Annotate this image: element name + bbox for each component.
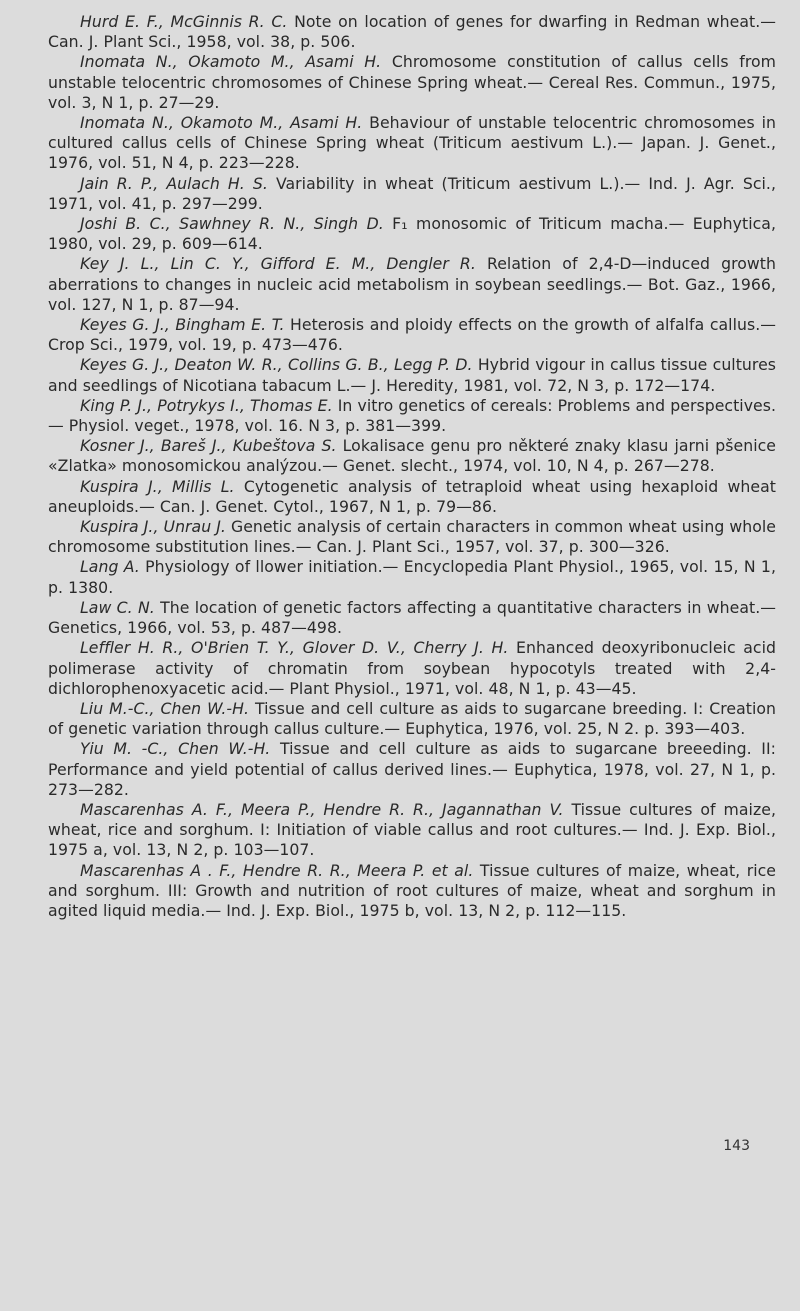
reference-entry xyxy=(48,739,776,800)
reference-authors: Joshi B. C., Sawhney R. N., Singh D. xyxy=(80,214,384,234)
reference-text: Tissue and cell culture as aids to sugarcane breeeding. II: Performance and yield potential of callus derived lines.— Euphytica, 1978, vol. 27, N 1, p. 273—282. xyxy=(48,739,776,799)
reference-authors: Kuspira J., Millis L. xyxy=(80,476,235,496)
reference-authors: Hurd E. F., McGinnis R. C. xyxy=(80,12,288,31)
reference-text: Relation of 2,4-D—induced growth aberrations to changes in nucleic acid metabolism in soybean seedlings.— Bot. Gaz., 1966, vol. 127, N 1, p. 87—94. xyxy=(48,254,777,314)
reference-authors: Mascarenhas A. F., Meera P., Hendre R. R., Jagannathan V. xyxy=(80,799,564,819)
reference-authors: Inomata N., Okamoto M., Asami H. xyxy=(80,113,363,133)
reference-authors: Law C. N. xyxy=(80,597,155,617)
reference-entry xyxy=(48,52,776,113)
reference-text: Genetic analysis of certain characters in common wheat using whole chromosome substitution lines.— Can. J. Plant Sci., 1957, vol. 37, p. 300—326. xyxy=(48,517,777,557)
reference-entry xyxy=(48,800,776,861)
reference-authors: Keyes G. J., Deaton W. R., Collins G. B., Legg P. D. xyxy=(80,355,473,375)
reference-text: Heterosis and ploidy effects on the growth of alfalfa callus.— Crop Sci., 1979, vol. 19, p. 473—476. xyxy=(48,315,776,355)
reference-authors: Keyes G. J., Bingham E. T. xyxy=(80,315,285,335)
reference-text: Cytogenetic analysis of tetraploid wheat using hexaploid wheat aneuploids.— Can. J. Genet. Cytol., 1967, N 1, p. 79—86. xyxy=(48,476,776,516)
reference-authors: Inomata N., Okamoto M., Asami H. xyxy=(80,52,382,72)
page-number: 143 xyxy=(723,1138,750,1154)
reference-text: Hybrid vigour in callus tissue cultures and seedlings of Nicotiana tabacum L.— J. Heredity, 1981, vol. 72, N 3, p. 172—174. xyxy=(48,355,776,395)
reference-entry xyxy=(48,12,776,52)
reference-text: Physiology of llower initiation.— Encyclopedia Plant Physiol., 1965, vol. 15, N 1, p. 1380. xyxy=(48,557,776,597)
reference-text: Tissue and cell culture as aids to sugarcane breeding. I: Creation of genetic variation through callus culture.— Euphytica, 1976, vol. 25, N 2. p. 393—403. xyxy=(48,698,776,739)
reference-entry xyxy=(48,517,776,557)
reference-text: Note on location of genes for dwarfing in Redman wheat.— Can. J. Plant Sci., 1958, vol. 38, p. 506. xyxy=(48,12,776,52)
reference-entry xyxy=(48,477,776,517)
reference-authors: Kosner J., Bareš J., Kubeštova S. xyxy=(80,436,337,456)
reference-entry xyxy=(48,315,776,355)
reference-entry xyxy=(48,396,776,436)
reference-entry xyxy=(48,699,776,739)
reference-authors: Leffler H. R., O'Brien T. Y., Glover D. V., Cherry J. H. xyxy=(80,638,509,658)
reference-authors: Yiu M. -C., Chen W.-H. xyxy=(80,739,271,759)
reference-entry xyxy=(48,113,776,174)
reference-list xyxy=(48,12,776,921)
reference-entry xyxy=(48,254,776,315)
reference-authors: Liu M.-C., Chen W.-H. xyxy=(80,698,250,718)
reference-authors: Kuspira J., Unrau J. xyxy=(80,517,226,537)
reference-text: F₁ monosomic of Triticum macha.— Euphytica, 1980, vol. 29, p. 609—614. xyxy=(48,214,776,254)
reference-entry xyxy=(48,214,776,254)
reference-authors: King P. J., Potrykys I., Thomas E. xyxy=(80,395,333,415)
reference-text: Tissue cultures of maize, wheat, rice and sorghum. III: Growth and nutrition of root cultures of maize, wheat and sorghum in agited liquid media.— Ind. J. Exp. Biol., 1975 b, vol. 13, N 2, p. 112—115. xyxy=(48,860,776,920)
reference-entry xyxy=(48,557,776,597)
reference-entry xyxy=(48,861,776,922)
reference-authors: Lang A. xyxy=(80,557,140,577)
reference-authors: Jain R. P., Aulach H. S. xyxy=(80,173,268,193)
reference-entry xyxy=(48,436,776,476)
reference-authors: Key J. L., Lin C. Y., Gifford E. M., Dengler R. xyxy=(80,254,476,274)
reference-text: Tissue cultures of maize, wheat, rice and sorghum. I: Initiation of viable callus and root cultures.— Ind. J. Exp. Biol., 1975 a, vol. 13, N 2, p. 103—107. xyxy=(48,799,776,860)
reference-text: Chromosome constitution of callus cells from unstable telocentric chromosomes of Chinese Spring wheat.— Cereal Res. Commun., 1975, vol. 3, N 1, p. 27—29. xyxy=(48,52,776,112)
reference-entry xyxy=(48,355,776,395)
reference-entry xyxy=(48,174,776,214)
reference-entry xyxy=(48,598,776,638)
reference-authors: Mascarenhas A . F., Hendre R. R., Meera P. et al. xyxy=(80,860,474,880)
reference-text: Enhanced deoxyribonucleic acid polimerase activity of chromatin from soybean hypocotyls treated with 2,4-dichlorophenoxyacetic acid.— Plant Physiol., 1971, vol. 48, N 1, p. 43—45. xyxy=(48,638,776,698)
reference-entry xyxy=(48,638,776,699)
reference-text: Variability in wheat (Triticum aestivum L.).— Ind. J. Agr. Sci., 1971, vol. 41, p. 297—299. xyxy=(48,173,776,213)
reference-text: Behaviour of unstable telocentric chromosomes in cultured callus cells of Chinese Spring wheat (Triticum aestivum L.).— Japan. J. Genet., 1976, vol. 51, N 4, p. 223—228. xyxy=(48,113,776,173)
reference-text: Lokalisace genu pro některé znaky klasu jarni pšenice «Zlatka» monosomickou analýzou.— Genet. slecht., 1974, vol. 10, N 4, p. 267—278. xyxy=(48,436,776,476)
reference-text: The location of genetic factors affecting a quantitative characters in wheat.— Genetics, 1966, vol. 53, p. 487—498. xyxy=(48,597,776,638)
reference-text: In vitro genetics of cereals: Problems and perspectives.— Physiol. veget., 1978, vol. 16. N 3, p. 381—399. xyxy=(48,395,776,436)
